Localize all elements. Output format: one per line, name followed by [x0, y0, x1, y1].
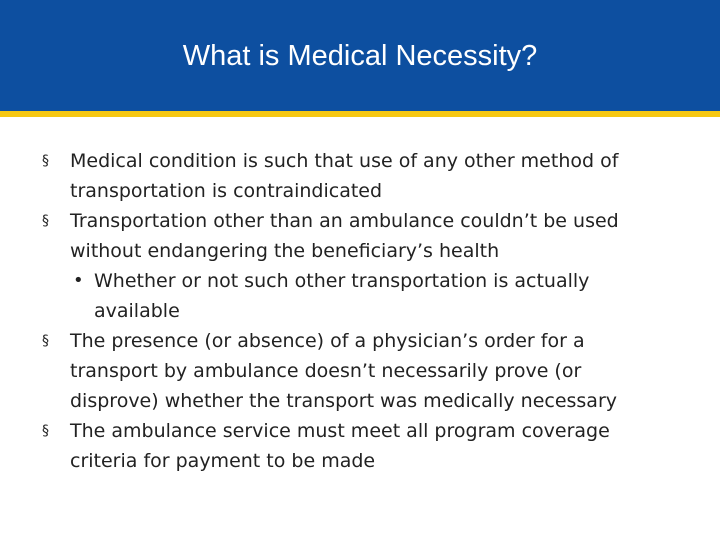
dot-bullet-icon: • — [73, 270, 84, 291]
bullet-item — [0, 416, 650, 476]
slide-title: What is Medical Necessity? — [182, 40, 538, 72]
bullet-text: The ambulance service must meet all program coverage criteria for payment to be made — [70, 420, 610, 472]
bullet-list — [0, 146, 720, 476]
sub-bullet-item — [0, 266, 650, 326]
sub-bullet-text: Whether or not such other transportation is actually available — [94, 270, 590, 322]
square-bullet-icon: § — [42, 153, 49, 169]
bullet-text: Transportation other than an ambulance couldn’t be used without endangering the beneficiary’s health — [70, 210, 619, 262]
bullet-item — [0, 326, 650, 416]
bullet-text: The presence (or absence) of a physician’s order for a transport by ambulance doesn’t necessarily prove (or disprove) whether the transport was medically necessary — [70, 330, 618, 412]
bullet-item — [0, 146, 650, 206]
square-bullet-icon: § — [42, 423, 49, 439]
square-bullet-icon: § — [42, 213, 49, 229]
bullet-text: Medical condition is such that use of any other method of transportation is contraindicated — [70, 150, 619, 202]
accent-divider — [0, 111, 720, 117]
bullet-item — [0, 206, 650, 266]
square-bullet-icon: § — [42, 333, 49, 349]
